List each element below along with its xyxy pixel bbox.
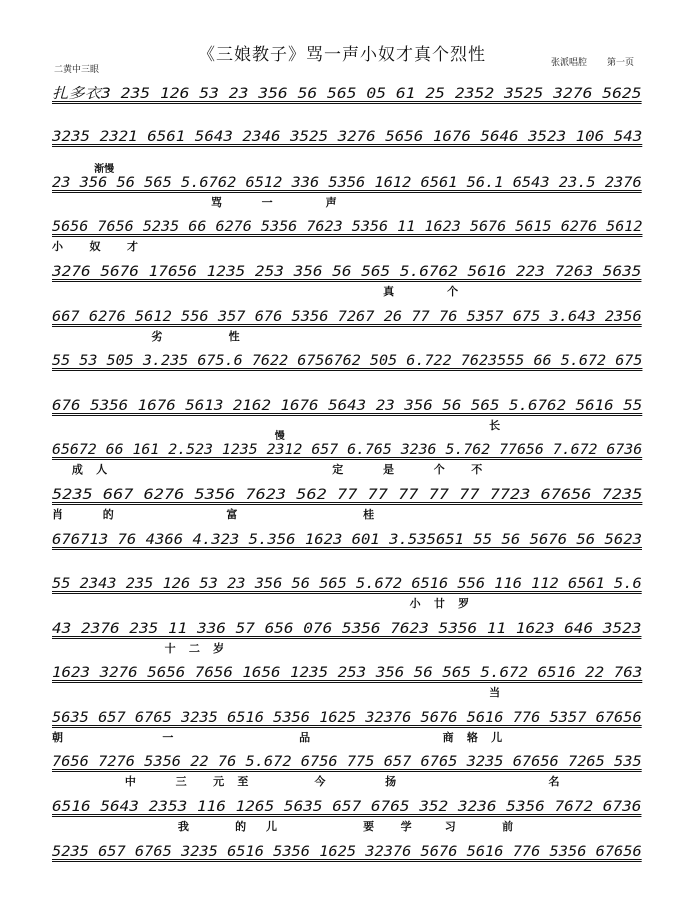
jianpu-notes: 23 356 56 565 5.6762 6512 336 5356 1612 6561 56.1 6543 23.5 2376 — [52, 175, 642, 191]
jianpu-notes: 5635 657 6765 3235 6516 5356 1625 32376 5676 5616 776 5357 67656 — [52, 710, 642, 726]
singer-style-label: 张派唱腔 — [551, 58, 588, 68]
jianpu-notes: 1623 3276 5656 7656 1656 1235 253 356 56 565 5.672 6516 22 763 — [52, 665, 643, 681]
jianpu-notes: 5235 667 6276 5356 7623 562 77 77 77 77 77 7723 67656 7235 — [52, 487, 643, 503]
jianpu-notes: 55 2343 235 126 53 23 356 56 565 5.672 6516 556 116 112 6561 5.6 — [52, 576, 642, 592]
tempo-marking: 慢 — [52, 431, 285, 442]
lyrics-line: 肖 的 富 桂 — [52, 508, 375, 521]
jianpu-notes: 6516 5643 2353 116 1265 5635 657 6765 352 3236 5356 7672 6736 — [52, 799, 642, 815]
jianpu-notes: 65672 66 161 2.523 1235 2312 657 6.765 3236 5.762 77656 7.672 6736 — [52, 442, 643, 458]
lyrics-line: 劣 性 — [52, 330, 240, 343]
lyrics-line: 我 的 儿 要 学 习 前 — [52, 820, 514, 833]
lyrics-line: 小 奴 才 — [52, 240, 138, 253]
jianpu-notes: 扎多衣3 235 126 53 23 356 56 565 05 61 25 2352 3525 3276 5625 — [52, 86, 642, 102]
lyrics-line: 中 三 元 至 今 扬 名 — [52, 775, 560, 788]
jianpu-notes: 3235 2321 6561 5643 2346 3525 3276 5656 1676 5646 3523 106 543 — [52, 129, 643, 145]
tempo-marking: 渐慢 — [52, 164, 115, 175]
jianpu-notes: 676713 76 4366 4.323 5.356 1623 601 3.535651 55 56 5676 56 5623 — [52, 532, 642, 548]
lyrics-line: 骂 一 声 — [52, 196, 337, 209]
lyrics-line: 朝 一 品 商 辂 儿 — [52, 731, 503, 744]
jianpu-notes: 43 2376 235 11 336 57 656 076 5356 7623 5356 11 1623 646 3523 — [52, 621, 642, 637]
lyrics-line: 小 廿 罗 — [52, 597, 470, 610]
jianpu-notes: 676 5356 1676 5613 2162 1676 5643 23 356 56 565 5.6762 5616 55 — [52, 398, 643, 414]
jianpu-notes: 5656 7656 5235 66 6276 5356 7623 5356 11 1623 5676 5615 6276 5612 — [52, 219, 643, 235]
lyrics-line: 真 个 — [52, 285, 459, 298]
jianpu-notes: 667 6276 5612 556 357 676 5356 7267 26 77 76 5357 675 3.643 2356 — [52, 309, 642, 325]
header-left-label: 二黄中三眼 — [54, 65, 100, 75]
lyrics-line: 十 二 岁 — [52, 642, 225, 655]
lyrics-line: 当 — [52, 686, 501, 699]
jianpu-notes: 55 53 505 3.235 675.6 7622 6756762 505 6.722 7623555 66 5.672 675 — [52, 353, 643, 369]
page-number: 第一页 — [607, 58, 635, 68]
lyrics-line: 长 — [52, 419, 501, 432]
jianpu-notes: 5235 657 6765 3235 6516 5356 1625 32376 5676 5616 776 5356 67656 — [52, 844, 642, 860]
jianpu-notes: 7656 7276 5356 22 76 5.672 6756 775 657 6765 3235 67656 7265 535 — [52, 754, 642, 770]
jianpu-notes: 3276 5676 17656 1235 253 356 56 565 5.6762 5616 223 7263 5635 — [52, 264, 642, 280]
lyrics-line: 成 人 定 是 个 不 — [52, 463, 483, 476]
page-title: 《三娘教子》骂一声小奴才真个烈性 — [198, 45, 486, 65]
